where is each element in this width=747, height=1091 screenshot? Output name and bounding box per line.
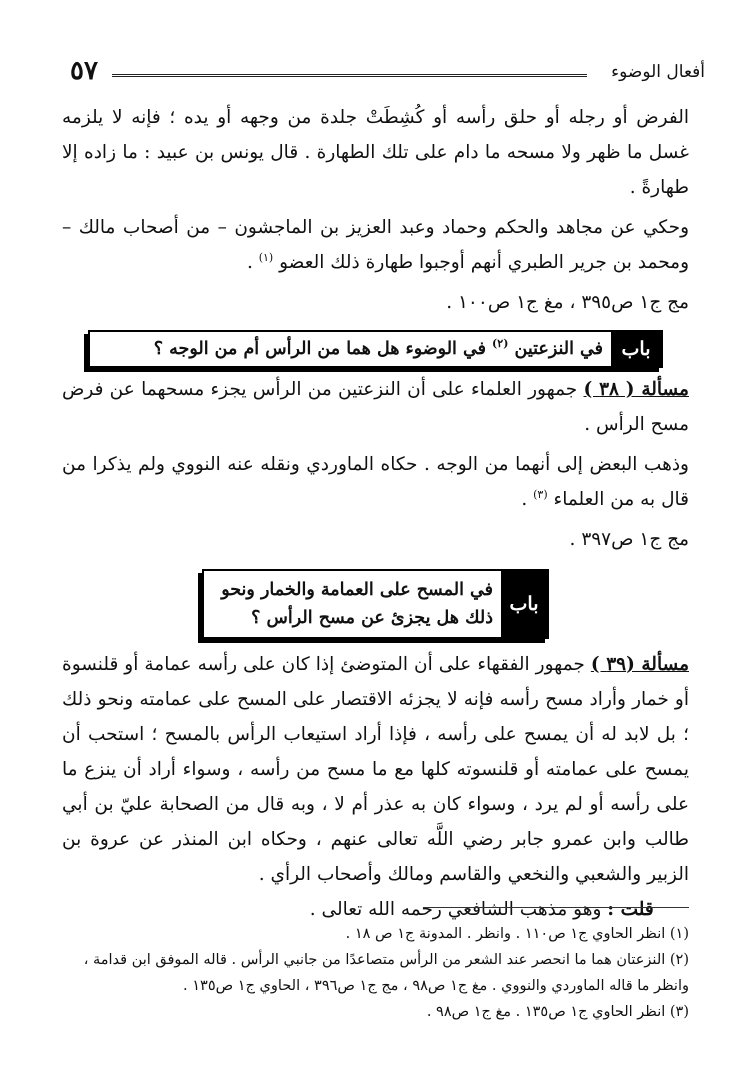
paragraph-3-end: . bbox=[521, 489, 534, 510]
footnotes bbox=[62, 921, 689, 1025]
footnote-ref-1: (١) bbox=[258, 250, 274, 264]
qult-label: قلت : bbox=[607, 899, 654, 920]
section-title-2 bbox=[204, 571, 501, 637]
chapter-title: أفعال الوضوء bbox=[611, 62, 705, 82]
section-heading-1 bbox=[88, 330, 663, 368]
bab-label: باب bbox=[611, 332, 661, 366]
reference-2: مج ج١ ص٣٩٧ . bbox=[569, 529, 689, 550]
footnote-2: (٢) النزعتان هما ما انحصر عند الشعر من الرأس متصاعدًا من جانبي الرأس . قاله الموفق ابن قدامة ، وانظر ما قاله الماوردي والنووي . مغ ج١ ص٩٨ ، مج ج١ ص٣٩٦ ، الحاوي ج١ ص١٣٥ . bbox=[83, 952, 689, 994]
footnote-3: (٣) انظر الحاوي ج١ ص١٣٥ . مغ ج١ ص٩٨ . bbox=[426, 1004, 689, 1020]
masala-38-text: جمهور العلماء على أن النزعتين من الرأس يجزء مسحهما عن فرض مسح الرأس . bbox=[62, 379, 689, 435]
footnote-ref-3: (٣) bbox=[533, 487, 548, 501]
paragraph-2-text: وحكي عن مجاهد والحكم وحماد وعبد العزيز بن الماجشون – من أصحاب مالك – ومحمد بن جرير الطبري أنهم أوجبوا طهارة ذلك العضو bbox=[62, 217, 689, 273]
footnote-1: (١) انظر الحاوي ج١ ص١١٠ . وانظر . المدونة ج١ ص ١٨ . bbox=[345, 926, 689, 942]
footnote-ref-2: (٢) bbox=[492, 337, 509, 351]
qult-text: وهو مذهب الشافعي رحمه الله تعالى . bbox=[309, 899, 602, 920]
masala-39 bbox=[62, 647, 689, 892]
section-title-2-line2: ذلك هل يجزئ عن مسح الرأس ؟ bbox=[251, 608, 493, 628]
footnote-rule bbox=[423, 907, 689, 908]
section-title-2-line1: في المسح على العمامة والخمار ونحو bbox=[221, 580, 493, 600]
paragraph-2: وحكي عن مجاهد والحكم وحماد وعبد العزيز بن الماجشون – من أصحاب مالك – ومحمد بن جرير الطبري أنهم أوجبوا طهارة ذلك العضو $^{(١)}$ . bbox=[62, 217, 689, 273]
masala-39-text: جمهور الفقهاء على أن المتوضئ إذا كان على رأسه عمامة أو قلنسوة أو خمار وأراد مسح رأسه فإنه لا يجزئه الاقتصار على المسح على عمامته ونحو ذلك ؛ بل لابد له أن يمسح على رأسه ، فإذا أراد استيعاب الرأس بالمسح ؛ استحب أن يمسح على عمامته أو قلنسوته كلها مع ما مسح من رأسه ، وسواء أراد أن ينزع ما على رأسه أو لم يرد ، وسواء كان به عذر أم لا ، وبه قال من الصحابة عليّ بن أبي طالب وابن عمرو جابر رضي اللَّه تعالى عنهم ، وحكاه ابن المنذر عن عروة بن الزبير والشعبي والنخعي والقاسم ومالك وأصحاب الرأي . bbox=[62, 654, 689, 885]
main-text bbox=[62, 100, 689, 927]
section-title-1a: في النزعتين bbox=[514, 339, 603, 359]
running-header bbox=[70, 56, 705, 88]
masala-38 bbox=[62, 372, 689, 442]
reference-1: مج ج١ ص٣٩٥ ، مغ ج١ ص١٠٠ . bbox=[446, 292, 689, 313]
section-title-1b: في الوضوء هل هما من الرأس أم من الوجه ؟ bbox=[153, 339, 486, 359]
header-rule bbox=[112, 74, 587, 79]
paragraph-3-text: وذهب البعض إلى أنهما من الوجه . حكاه الماوردي ونقله عنه النووي ولم يذكرا من قال به من العلماء bbox=[62, 454, 689, 510]
page-number: ٥٧ bbox=[70, 56, 98, 86]
bab-label-2: باب bbox=[501, 571, 547, 637]
masala-39-label: مسألة (٣٩ ) bbox=[590, 654, 689, 675]
paragraph-3 bbox=[62, 447, 689, 517]
paragraph-1: الفرض أو رجله أو حلق رأسه أو كُشِطَتْ جلدة من وجهه أو يده ؛ فإنه لا يلزمه غسل ما ظهر ولا مسحه ما دام على تلك الطهارة . قال يونس بن عبيد : ما زاده إلا طهارةً . bbox=[62, 107, 689, 198]
masala-38-label: مسألة ( ٣٨ ) bbox=[583, 379, 689, 400]
section-heading-2 bbox=[202, 569, 549, 639]
section-title-1 bbox=[154, 339, 603, 359]
